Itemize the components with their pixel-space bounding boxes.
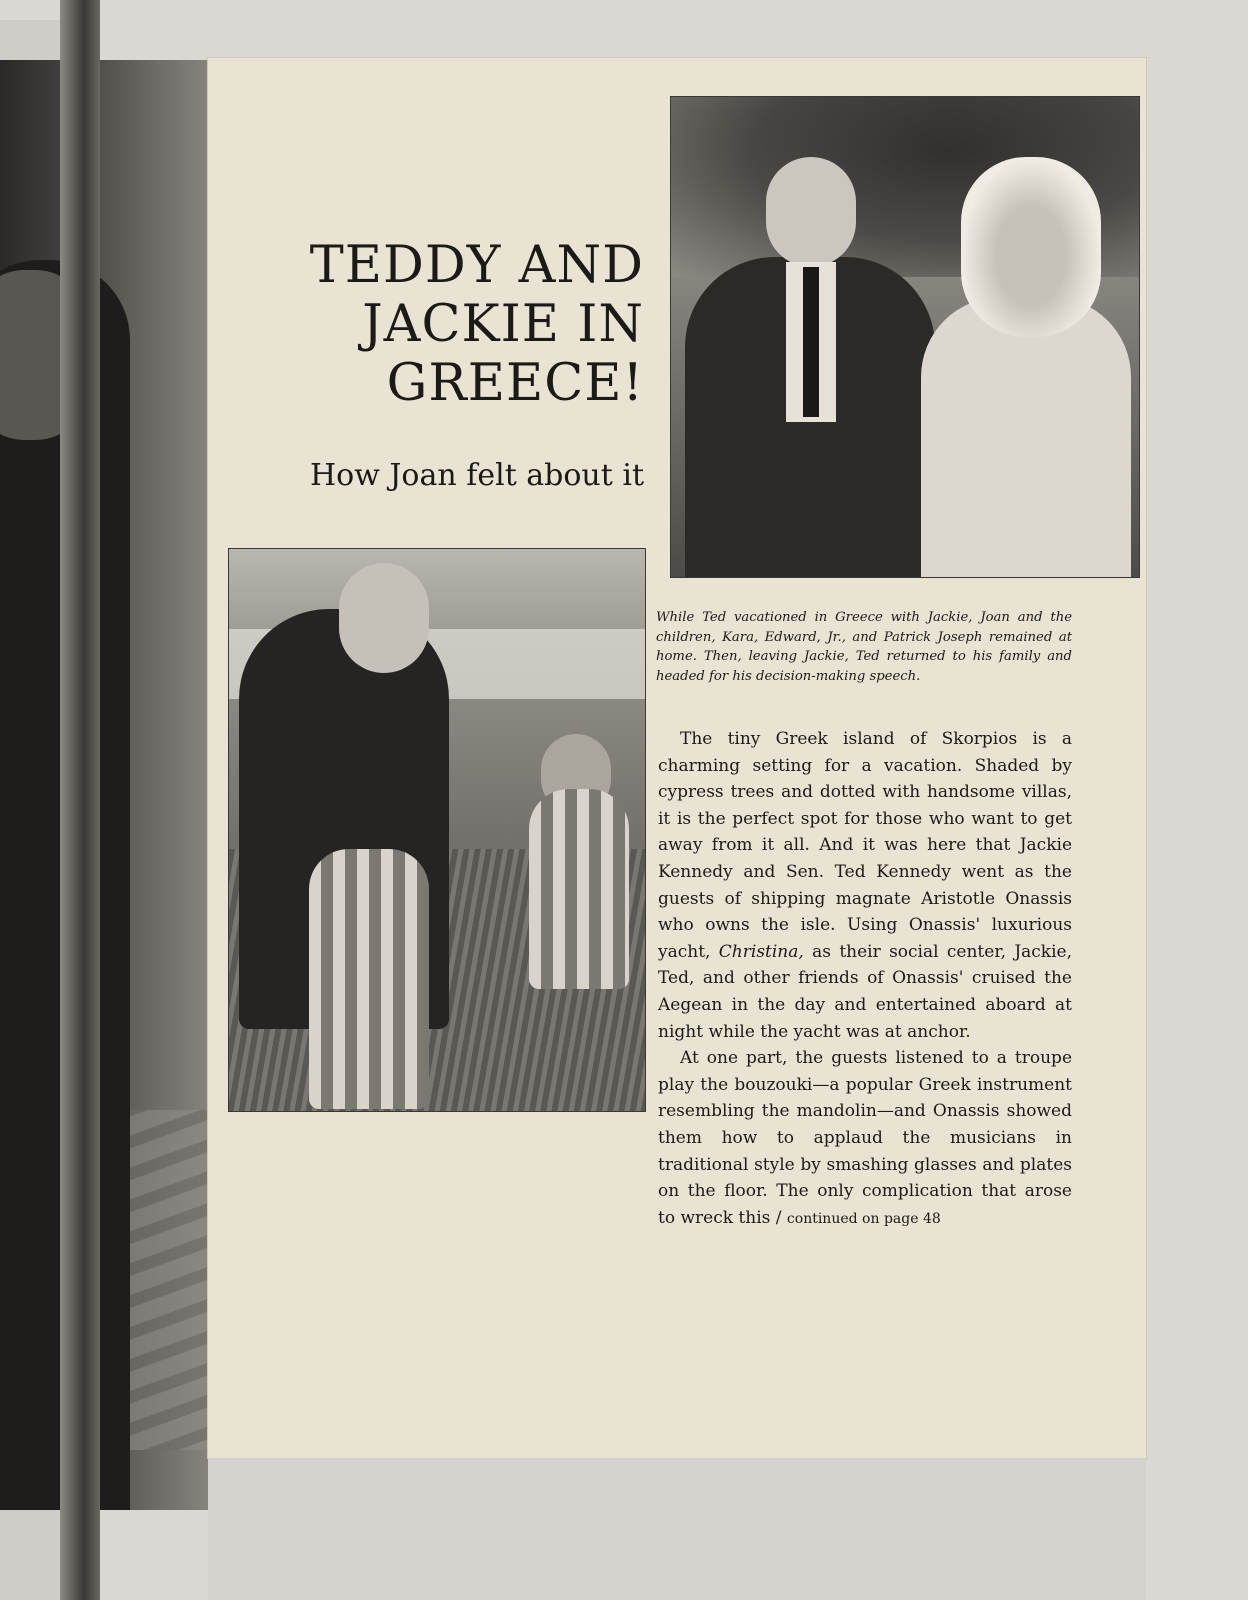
binding-spine [60, 0, 100, 1600]
photo-ted-and-woman [670, 96, 1140, 578]
continued-note: continued on page 48 [786, 1210, 941, 1227]
tie [803, 267, 819, 417]
man-head [339, 563, 429, 673]
title-line-1: TEDDY AND [309, 236, 644, 295]
girl-striped-shirt [529, 789, 629, 989]
boy-striped-shirt [309, 849, 429, 1109]
title-line-3: GREECE! [386, 354, 644, 413]
title-line-2: JACKIE IN [362, 295, 644, 354]
paragraph-2 [658, 1045, 1072, 1232]
photo-caption: While Ted vacationed in Greece with Jackie, Joan and the children, Kara, Edward, Jr., and Patrick Joseph remained at home. Then, leaving Jackie, Ted returned to his family and headed for his decision-making speech. [656, 610, 1072, 684]
article-body [658, 726, 1072, 1232]
table-surface [208, 1458, 1146, 1600]
paragraph-1-text: The tiny Greek island of Skorpios is a charming setting for a vacation. Shaded by cypress trees and dotted with handsome villas, it is the perfect spot for those who want to get away from it all. And it was here that Jackie Kennedy and Sen. Ted Kennedy went as the guests of shipping magnate Aristotle Onassis who owns the isle. Using Onassis' luxurious yacht, [658, 729, 1072, 962]
article-subtitle: How Joan felt about it [309, 458, 644, 493]
paragraph-2-text: At one part, the guests listened to a troupe play the bouzouki—a popular Greek instrument resembling the mandolin—and Onassis showed them how to applaud the musicians in traditional style by smashing glasses and plates on the floor. The only complication that arose to wreck this / [658, 1048, 1072, 1228]
magazine-page [208, 58, 1146, 1458]
facing-page-photo [0, 60, 218, 1510]
woman-in-white-dress [921, 297, 1131, 577]
man-head [766, 157, 856, 267]
article-title [228, 236, 644, 413]
paragraph-1 [658, 726, 1072, 1045]
photo-ted-with-children [228, 548, 646, 1112]
paragraph-1-text-end: as their social center, Jackie, Ted, and other friends of Onassis' cruised the Aegean in the day and entertained aboard at night while the yacht was at anchor. [658, 941, 1073, 1042]
yacht-name: Christina, [718, 941, 804, 962]
woman-head [961, 157, 1101, 337]
